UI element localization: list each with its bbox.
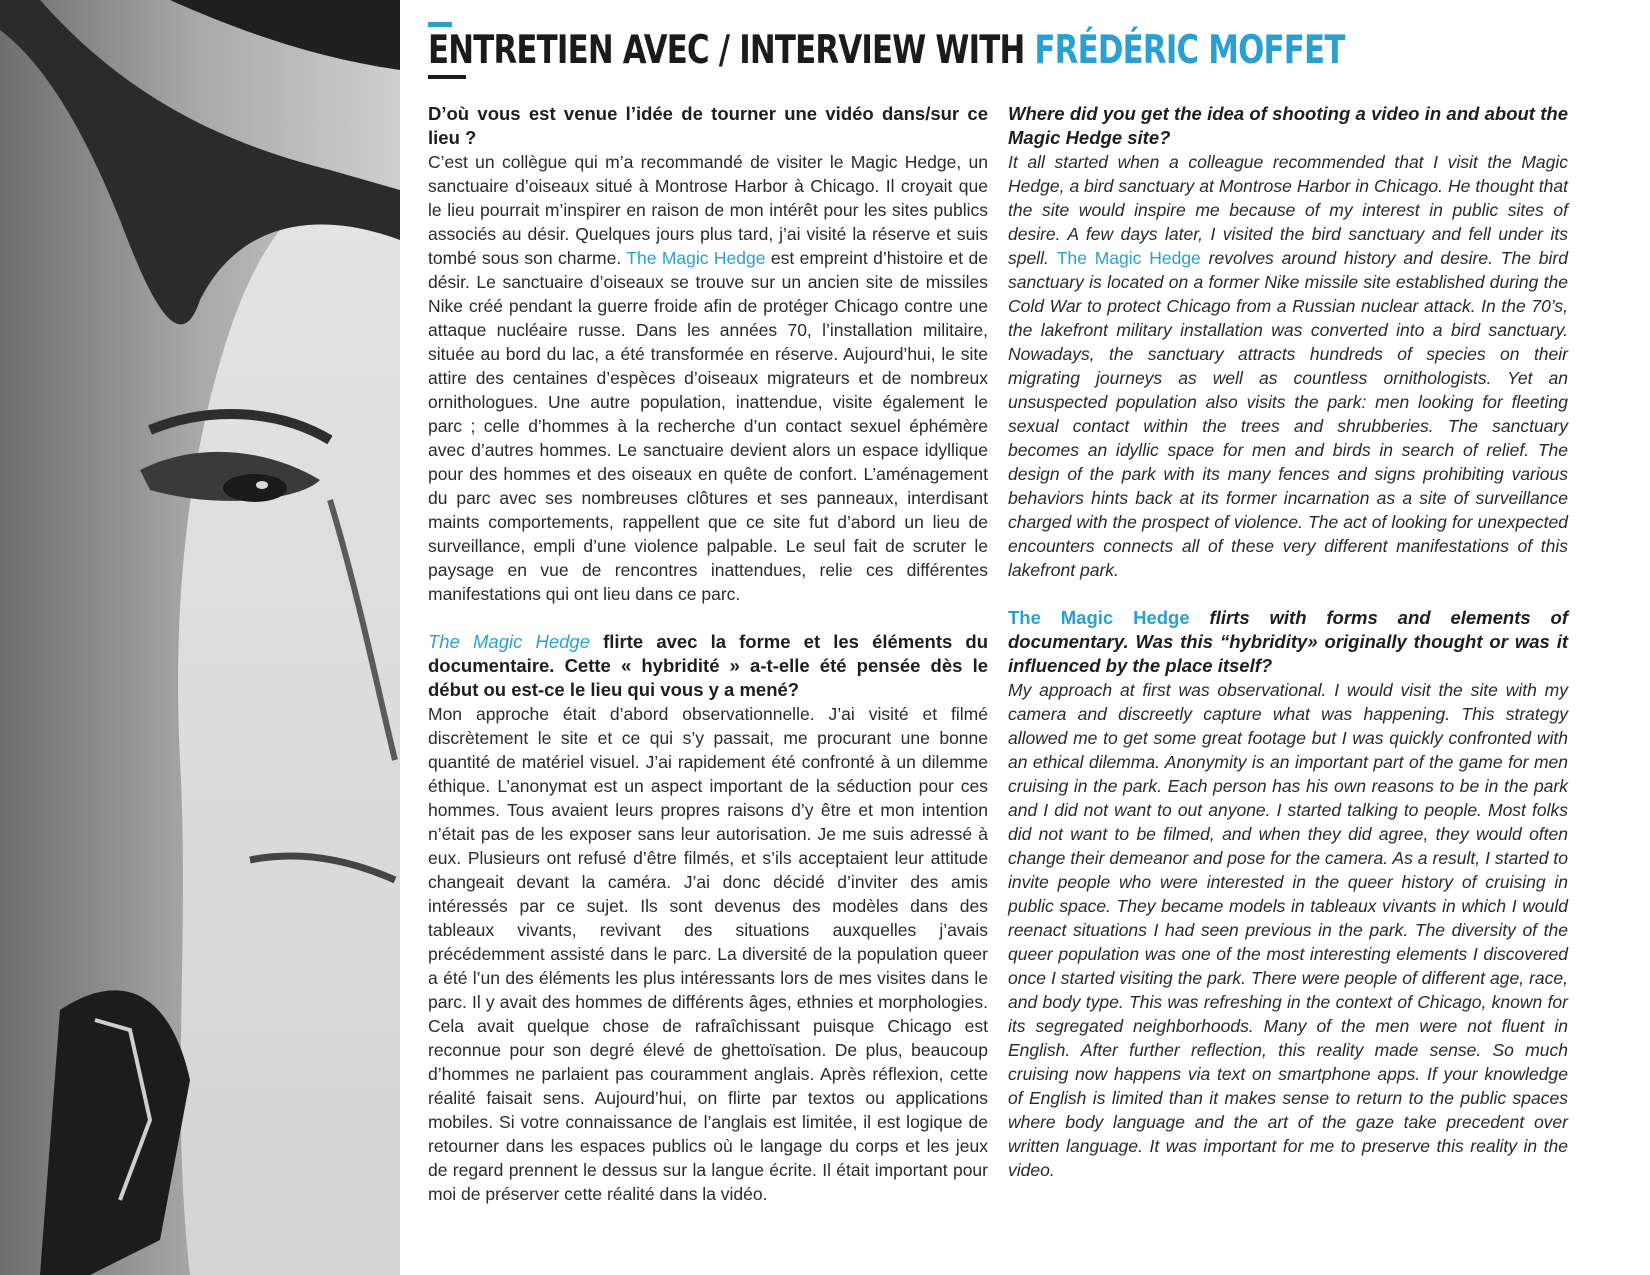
- fr-question-1: D’où vous est venue l’idée de tourner une vidéo dans/sur ce lieu ?: [428, 103, 988, 148]
- fr-question-2: [428, 630, 988, 702]
- fr-spacer: [428, 606, 988, 630]
- french-column: [428, 102, 988, 1206]
- fr-question-2-title: The Magic Hedge: [428, 631, 590, 652]
- fr-answer-1-part2: est empreint d’histoire et de désir. Le sanctuaire d’oiseaux se trouve sur un ancien site de missiles Nike créé pendant la guerre froide afin de protéger Chicago contre une attaque nucléaire russe. Dans les années 70, l’installation militaire, située au bord du lac, a été transformée en réserve. Aujourd’hui, le site attire des centaines d’espèces d’oiseaux migrateurs et de nombreux ornithologues. Une autre population, inattendue, visite également le parc ; celle d’hommes à la recherche d’un contact sexuel éphémère avec d’autres hommes. Le sanctuaire devient alors un espace idyllique pour des hommes et des oiseaux en quête de confort. L’aménagement du parc avec ses nombreuses clôtures et ses panneaux, interdisant maints comportements, rappellent que ce site fut d’abord un lieu de surveillance, empli d’une violence palpable. Le seul fait de scruter le paysage en vue de rencontres inattendues, relie ces différentes manifestations qui ont lieu dans ce parc.: [428, 248, 988, 604]
- fr-answer-1-part1: C’est un collègue qui m’a recommandé de visiter le Magic Hedge, un sanctuaire d’oiseaux situé à Montrose Harbor à Chicago. Il croyait que le lieu pourrait m’inspirer en raison de mon intérêt pour les sites publics associés au désir. Quelques jours plus tard, j’ai visité la réserve et suis tombé sous son charme.: [428, 152, 988, 268]
- title-name: FRÉDÉRIC MOFFET: [1034, 28, 1345, 73]
- en-answer-1: [1008, 150, 1568, 582]
- title-prefix: ENTRETIEN AVEC / INTERVIEW WITH: [428, 28, 1025, 73]
- portrait-photo: [0, 0, 400, 1275]
- en-answer-1-part2: revolves around history and desire. The bird sanctuary is located on a former Nike missile site established during the Cold War to protect Chicago from a Russian nuclear attack. In the 70’s, the lakefront military installation was converted into a bird sanctuary. Nowadays, the sanctuary attracts hundreds of species on their migrating journeys as well as countless ornithologists. Yet an unsuspected population also visits the park: men looking for fleeting sexual contact within the trees and shrubberies. The sanctuary becomes an idyllic space for men and birds in search of relief. The design of the park with its many fences and signs prohibiting various behaviors hints back at its former incarnation as a site of surveillance charged with the prospect of violence. The act of looking for unexpected encounters connects all of these very different manifestations of this lakefront park.: [1008, 248, 1568, 580]
- fr-answer-1: [428, 150, 988, 606]
- en-question-2-title: The Magic Hedge: [1008, 607, 1190, 628]
- en-answer-1-title-link: The Magic Hedge: [1056, 248, 1201, 268]
- portrait-illustration: [0, 0, 400, 1275]
- page-title: [428, 28, 1345, 73]
- en-question-2: [1008, 606, 1568, 678]
- fr-answer-2: Mon approche était d’abord observationnelle. J’ai visité et filmé discrètement le site et ce qui s’y passait, me procurant une bonne quantité de matériel visuel. J’ai rapidement été confronté à un dilemme éthique. L’anonymat est un aspect important de la séduction pour ces hommes. Tous avaient leurs propres raisons d’y être et mon intention n’était pas de les exposer sans leur autorisation. Je me suis adressé à eux. Plusieurs ont refusé d’être filmés, et s’ils acceptaient leur attitude changeait devant la caméra. J’ai donc décidé d’inviter des amis intéressés par ce sujet. Ils sont devenus des modèles dans des tableaux vivants, revivant des situations auxquelles j’avais précédemment assisté dans le parc. La diversité de la population queer a été l’un des éléments les plus intéressants lors de mes visites dans le parc. Il y avait des hommes de différents âges, ethnies et morphologies. Cela avait quelque chose de rafraîchissant puisque Chicago est reconnue pour son degré élevé de ghettoïsation. De plus, beaucoup d’hommes ne parlaient pas couramment anglais. Après réflexion, cette réalité faisait sens. Aujourd’hui, on flirte par textos ou applications mobiles. Si votre connaissance de l’anglais est limitée, il est logique de retourner dans les espaces publics où le langage du corps et les jeux de regard prennent le dessus sur la langue écrite. Il était important pour moi de préserver cette réalité dans la vidéo.: [428, 704, 988, 1204]
- en-answer-2: My approach at first was observational. I would visit the site with my camera and discreetly capture what was happening. This strategy allowed me to get some great footage but I was quickly confronted with an ethical dilemma. Anonymity is an important part of the game for men cruising in the park. Each person has his own reasons to be in the park and I did not want to out anyone. I started talking to people. Most folks did not want to be filmed, and when they did agree, they would often change their demeanor and pose for the camera. As a result, I started to invite people who were interested in the queer history of cruising in public space. They became models in tableaux vivants in which I would reenact situations I had seen previous in the park. The diversity of the queer population was one of the most interesting elements I discovered once I started visiting the park. There were people of different age, race, and body type. This was refreshing in the context of Chicago, known for its segregated neighborhoods. Many of the men were not fluent in English. After further reflection, this reality made sense. So much cruising now happens via text on smartphone apps. If your knowledge of English is limited than it makes sense to return to the public spaces where body language and the art of the gaze take precedent over written language. It was important for me to preserve this reality in the video.: [1008, 680, 1568, 1180]
- en-answer-1-part1: It all started when a colleague recommended that I visit the Magic Hedge, a bird sanctuary at Montrose Harbor in Chicago. He thought that the site would inspire me because of my interest in public sites of desire. A few days later, I visited the bird sanctuary and fell under its spell.: [1008, 152, 1568, 268]
- en-question-1: Where did you get the idea of shooting a video in and about the Magic Hedge site?: [1008, 103, 1568, 148]
- fr-answer-1-title-link: The Magic Hedge: [626, 248, 766, 268]
- english-column: [1008, 102, 1568, 1182]
- fr-question-2-rest: flirte avec la forme et les éléments du documentaire. Cette « hybridité » a-t-elle été pensée dès le début ou est-ce le lieu qui vous y a mené?: [428, 631, 988, 700]
- en-spacer: [1008, 582, 1568, 606]
- title-underline: [428, 75, 466, 79]
- en-question-2-rest: flirts with forms and elements of documentary. Was this “hybridity» originally thought or was it influenced by the place itself?: [1008, 607, 1568, 676]
- title-accent-bar: [428, 22, 452, 27]
